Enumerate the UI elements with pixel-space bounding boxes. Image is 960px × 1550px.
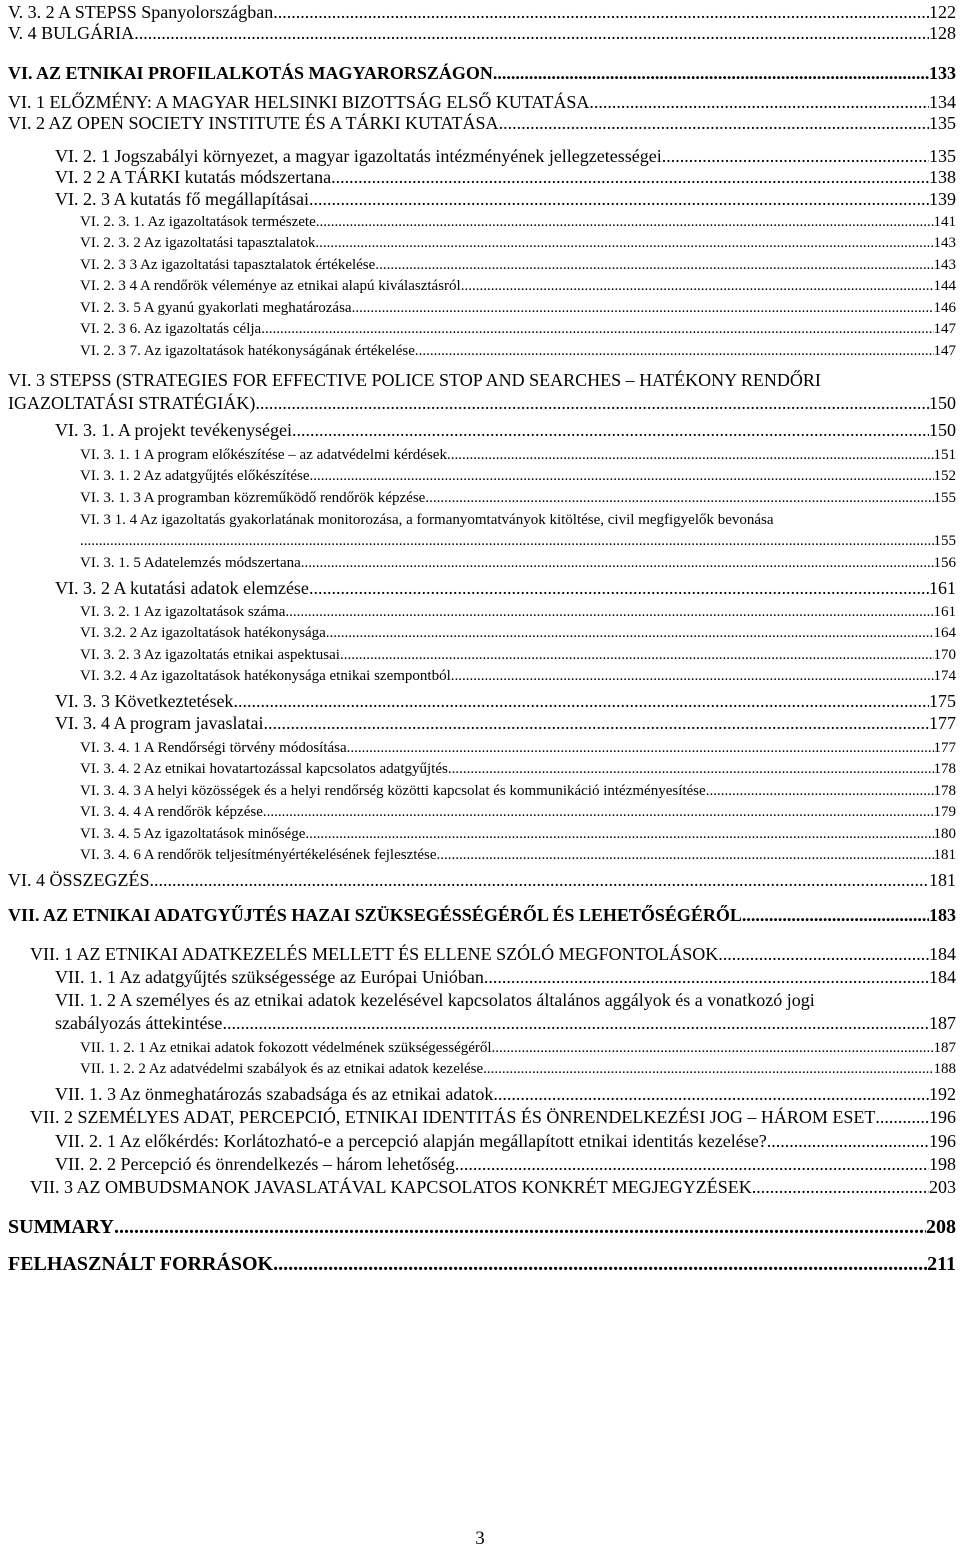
toc-page-number: 175	[929, 691, 956, 711]
toc-page-number: 179	[933, 804, 956, 820]
toc-entry-title: VI. 3 1. 4 Az igazoltatás gyakorlatának monitorozása, a formanyomtatványok kitöltése, civil megfigyelők bevonása	[80, 512, 774, 528]
toc-entry-title: VI. 2. 3 3 Az igazoltatási tapasztalatok értékelése	[80, 257, 376, 273]
toc-entry-title: VI. 2. 1 Jogszabályi környezet, a magyar igazoltatás intézményének jellegzetességei	[55, 146, 662, 166]
toc-page-number: 183	[929, 905, 956, 925]
toc-entry-title: VI. 3. 2. 1 Az igazoltatások száma	[80, 604, 286, 620]
toc-page-number: 196	[929, 1131, 956, 1151]
toc-entry-title: VI. 3. 4. 1 A Rendőrségi törvény módosítása	[80, 740, 347, 756]
toc-page-number: 151	[933, 447, 956, 463]
toc-page-number: 211	[927, 1253, 956, 1275]
toc-page-number: 135	[929, 146, 956, 166]
toc-leader-dots	[301, 556, 934, 571]
toc-leader-dots	[273, 3, 929, 21]
toc-entry-title: V. 4 BULGÁRIA	[8, 23, 135, 43]
toc-leader-dots	[415, 344, 934, 359]
toc-leader-dots	[718, 945, 929, 963]
toc-leader-dots	[499, 114, 929, 132]
toc-leader-dots	[451, 669, 934, 684]
toc-leader-dots	[484, 968, 929, 986]
toc-leader-dots	[261, 322, 933, 337]
toc-leader-dots	[767, 1132, 929, 1150]
toc-entry-title: VI. 3. 4. 3 A helyi közösségek és a helyi rendőrség közötti kapcsolat és kommunikáció intézményesítése	[80, 783, 706, 799]
toc-page-number: 184	[929, 967, 956, 987]
toc-page-number: 180	[933, 826, 956, 842]
toc-page-number: 122	[929, 2, 956, 22]
page-number: 3	[475, 1528, 485, 1549]
toc-leader-dots	[461, 279, 934, 294]
toc-leader-dots	[222, 1014, 929, 1032]
toc-leader-dots	[447, 448, 934, 463]
toc-leader-dots	[316, 215, 934, 230]
toc-entry-title: VII. 3 AZ OMBUDSMANOK JAVASLATÁVAL KAPCSOLATOS KONKRÉT MEGJEGYZÉSEK	[30, 1177, 752, 1197]
toc-entry-title: VII. 2 SZEMÉLYES ADAT, PERCEPCIÓ, ETNIKAI IDENTITÁS ÉS ÖNRENDELKEZÉSI JOG – HÁROM ESET	[30, 1107, 876, 1127]
toc-leader-dots	[273, 1254, 927, 1274]
toc-page-number: 134	[929, 92, 956, 112]
toc-leader-dots	[483, 1062, 933, 1077]
toc-entry-title: IGAZOLTATÁSI STRATÉGIÁK)	[8, 393, 256, 413]
toc-leader-dots	[309, 190, 929, 208]
toc-page-number: 155	[933, 490, 956, 506]
toc-page-number: 150	[929, 420, 956, 440]
toc-entry-title: VI. 3. 4. 2 Az etnikai hovatartozással kapcsolatos adatgyűjtés	[80, 761, 448, 777]
toc-entry-title: VII. 1. 2 A személyes és az etnikai adatok kezelésével kapcsolatos általános aggályok és a vonatkozó jogi	[55, 990, 815, 1010]
toc-leader-dots	[340, 648, 934, 663]
toc-leader-dots	[492, 1041, 934, 1056]
toc-entry-title: VII. 1 AZ ETNIKAI ADATKEZELÉS MELLETT ÉS ELLENE SZÓLÓ MEGFONTOLÁSOK	[30, 944, 719, 964]
toc-leader-dots	[292, 421, 929, 439]
toc-entry-title: VI. 3. 1. 2 Az adatgyűjtés előkészítése	[80, 468, 310, 484]
toc-entry-title: VI. 3. 4 A program javaslatai	[55, 713, 264, 733]
toc-entry-title: VI. 3 STEPSS (STRATEGIES FOR EFFECTIVE POLICE STOP AND SEARCHES – HATÉKONY RENDŐRI	[8, 370, 821, 390]
toc-entry-title: VI. 2. 3 7. Az igazoltatások hatékonyságának értékelése	[80, 343, 415, 359]
toc-entry-title: VII. 2. 1 Az előkérdés: Korlátozható-e a percepció alapján megállapított etnikai identitás kezelése?	[55, 1131, 767, 1151]
toc-entry-title: VI. 2 AZ OPEN SOCIETY INSTITUTE ÉS A TÁRKI KUTATÁSA	[8, 113, 499, 133]
toc-page-number: 128	[929, 23, 956, 43]
toc-leader-dots	[263, 805, 934, 820]
toc-entry-title: VI. 3. 3 Következtetések	[55, 691, 234, 711]
toc-leader-dots	[375, 258, 933, 273]
toc-leader-dots	[352, 301, 934, 316]
toc-page-number: 152	[933, 468, 956, 484]
toc-leader-dots	[134, 24, 929, 42]
toc-page-number: 184	[929, 944, 956, 964]
toc-page-number: 203	[929, 1177, 956, 1197]
toc-entry-title: VI. 2. 3. 5 A gyanú gyakorlati meghatározása	[80, 300, 352, 316]
toc-leader-dots	[150, 871, 929, 889]
toc-entry-title: FELHASZNÁLT FORRÁSOK	[8, 1253, 274, 1275]
toc-leader-dots	[752, 1178, 929, 1196]
toc-page-number: 161	[933, 604, 956, 620]
toc-leader-dots	[114, 1217, 926, 1237]
toc-page-number: 178	[933, 761, 956, 777]
toc-entry-title: VII. 1. 2. 2 Az adatvédelmi szabályok és az etnikai adatok kezelése	[80, 1061, 484, 1077]
toc-page-number: 174	[933, 668, 956, 684]
toc-entry-title: VII. 1. 1 Az adatgyűjtés szükségessége az Európai Unióban	[55, 967, 484, 987]
toc-page-number: 135	[929, 113, 956, 133]
toc-entry-title: szabályozás áttekintése	[55, 1013, 223, 1033]
toc-entry-title: VI. 2. 3. 1. Az igazoltatások természete	[80, 214, 316, 230]
toc-entry-title: VI. 2. 3 A kutatás fő megállapításai	[55, 189, 309, 209]
toc-page-number: 150	[929, 393, 956, 413]
toc-page-number: 187	[933, 1040, 956, 1056]
toc-entry-title: VI. 3. 4. 5 Az igazoltatások minősége	[80, 826, 306, 842]
toc-page-number: 177	[929, 713, 956, 733]
toc-entry-title: VI. 2. 3 6. Az igazoltatás célja	[80, 321, 262, 337]
toc-entry-title: VI. 3. 2 A kutatási adatok elemzése	[55, 578, 309, 598]
toc-entry-title: VI. 3. 4. 6 A rendőrök teljesítményértékelésének fejlesztése	[80, 847, 437, 863]
toc-entry-title: VI. 2. 3 4 A rendőrök véleménye az etnikai alapú kiválasztásról	[80, 278, 461, 294]
toc-entry-title: VI. 2. 3. 2 Az igazoltatási tapasztalatok	[80, 235, 316, 251]
toc-page-number: 144	[933, 278, 956, 294]
toc-page-number: 143	[933, 235, 956, 251]
toc-leader-dots	[589, 93, 929, 111]
toc-leader-dots	[347, 741, 934, 756]
toc-leader-dots	[706, 784, 934, 799]
toc-entry-title: VI. 3. 1. 5 Adatelemzés módszertana	[80, 555, 301, 571]
toc-page-number: 188	[933, 1061, 956, 1077]
toc-page-number: 187	[929, 1013, 956, 1033]
toc-entry-title: SUMMARY	[8, 1216, 114, 1238]
toc-page-number: 138	[929, 167, 956, 187]
toc-page-number: 178	[933, 783, 956, 799]
toc-page-number: 164	[933, 625, 956, 641]
toc-leader-dots	[493, 64, 929, 82]
toc-page-number: 192	[929, 1084, 956, 1104]
toc-page-number: 181	[929, 870, 956, 890]
toc-entry-title: VI. 3. 1. 1 A program előkészítése – az adatvédelmi kérdések	[80, 447, 447, 463]
toc-entry-title: VI. 2 2 A TÁRKI kutatás módszertana	[55, 167, 332, 187]
toc-entry-title: VI. 3. 4. 4 A rendőrök képzése	[80, 804, 263, 820]
toc-entry-title: VI. AZ ETNIKAI PROFILALKOTÁS MAGYARORSZÁGON	[8, 63, 493, 83]
toc-leader-dots	[233, 692, 929, 710]
toc-entry-title: VI. 3. 1. A projekt tevékenységei	[55, 420, 292, 440]
toc-page-number: 155	[933, 533, 956, 549]
toc-leader-dots	[326, 626, 934, 641]
toc-entry-title: V. 3. 2 A STEPSS Spanyolországban	[8, 2, 274, 22]
toc-leader-dots	[425, 491, 933, 506]
toc-page-number: 170	[933, 647, 956, 663]
toc-page-number: 141	[933, 214, 956, 230]
toc-leader-dots	[315, 236, 933, 251]
toc-page-number: 143	[933, 257, 956, 273]
toc-page-number: 181	[933, 847, 956, 863]
toc-entry-title: VII. 1. 2. 1 Az etnikai adatok fokozott védelmének szükségességéről	[80, 1040, 492, 1056]
toc-entry-title: VI. 3. 1. 3 A programban közreműködő rendőrök képzése	[80, 490, 426, 506]
toc-leader-dots	[437, 848, 934, 863]
toc-entry-title: VI. 1 ELŐZMÉNY: A MAGYAR HELSINKI BIZOTTSÁG ELSŐ KUTATÁSA	[8, 92, 590, 112]
toc-leader-dots	[448, 762, 934, 777]
toc-entry-title: VI. 3.2. 4 Az igazoltatások hatékonysága etnikai szempontból	[80, 668, 451, 684]
toc-page-number: 146	[933, 300, 956, 316]
toc-page-number: 198	[929, 1154, 956, 1174]
toc-entry-title: VI. 3.2. 2 Az igazoltatások hatékonysága	[80, 625, 326, 641]
toc-page-number: 208	[926, 1216, 956, 1238]
toc-page-number: 196	[929, 1107, 956, 1127]
toc-leader-dots	[493, 1085, 929, 1103]
toc-leader-dots	[285, 605, 933, 620]
toc-leader-dots	[742, 906, 929, 924]
toc-entry-title: VII. 1. 3 Az önmeghatározás szabadsága és az etnikai adatok	[55, 1084, 494, 1104]
toc-page-number: 161	[929, 578, 956, 598]
toc-leader-dots	[305, 827, 933, 842]
toc-leader-dots	[662, 147, 929, 165]
toc-leader-dots	[309, 579, 929, 597]
toc-leader-dots	[310, 469, 934, 484]
toc-page-number: 147	[933, 343, 956, 359]
toc-leader-dots	[263, 714, 929, 732]
toc-leader-dots	[331, 168, 929, 186]
toc-page-number: 177	[933, 740, 956, 756]
toc-page-number: 156	[933, 555, 956, 571]
toc-leader-dots	[455, 1155, 929, 1173]
toc-leader-dots	[255, 394, 929, 412]
toc-entry-title: VII. AZ ETNIKAI ADATGYŰJTÉS HAZAI SZÜKSEGÉSSÉGÉRŐL ÉS LEHETŐSÉGÉRŐL	[8, 905, 742, 925]
toc-entry-title: VII. 2. 2 Percepció és önrendelkezés – három lehetőség	[55, 1154, 455, 1174]
toc-page-number: 133	[929, 63, 956, 83]
toc-page-number: 147	[933, 321, 956, 337]
toc-entry-title: VI. 3. 2. 3 Az igazoltatás etnikai aspektusai	[80, 647, 340, 663]
toc-page-number: 139	[929, 189, 956, 209]
toc-leader-dots	[875, 1108, 929, 1126]
toc-leader-dots	[80, 534, 934, 549]
toc-entry-title: VI. 4 ÖSSZEGZÉS	[8, 870, 150, 890]
